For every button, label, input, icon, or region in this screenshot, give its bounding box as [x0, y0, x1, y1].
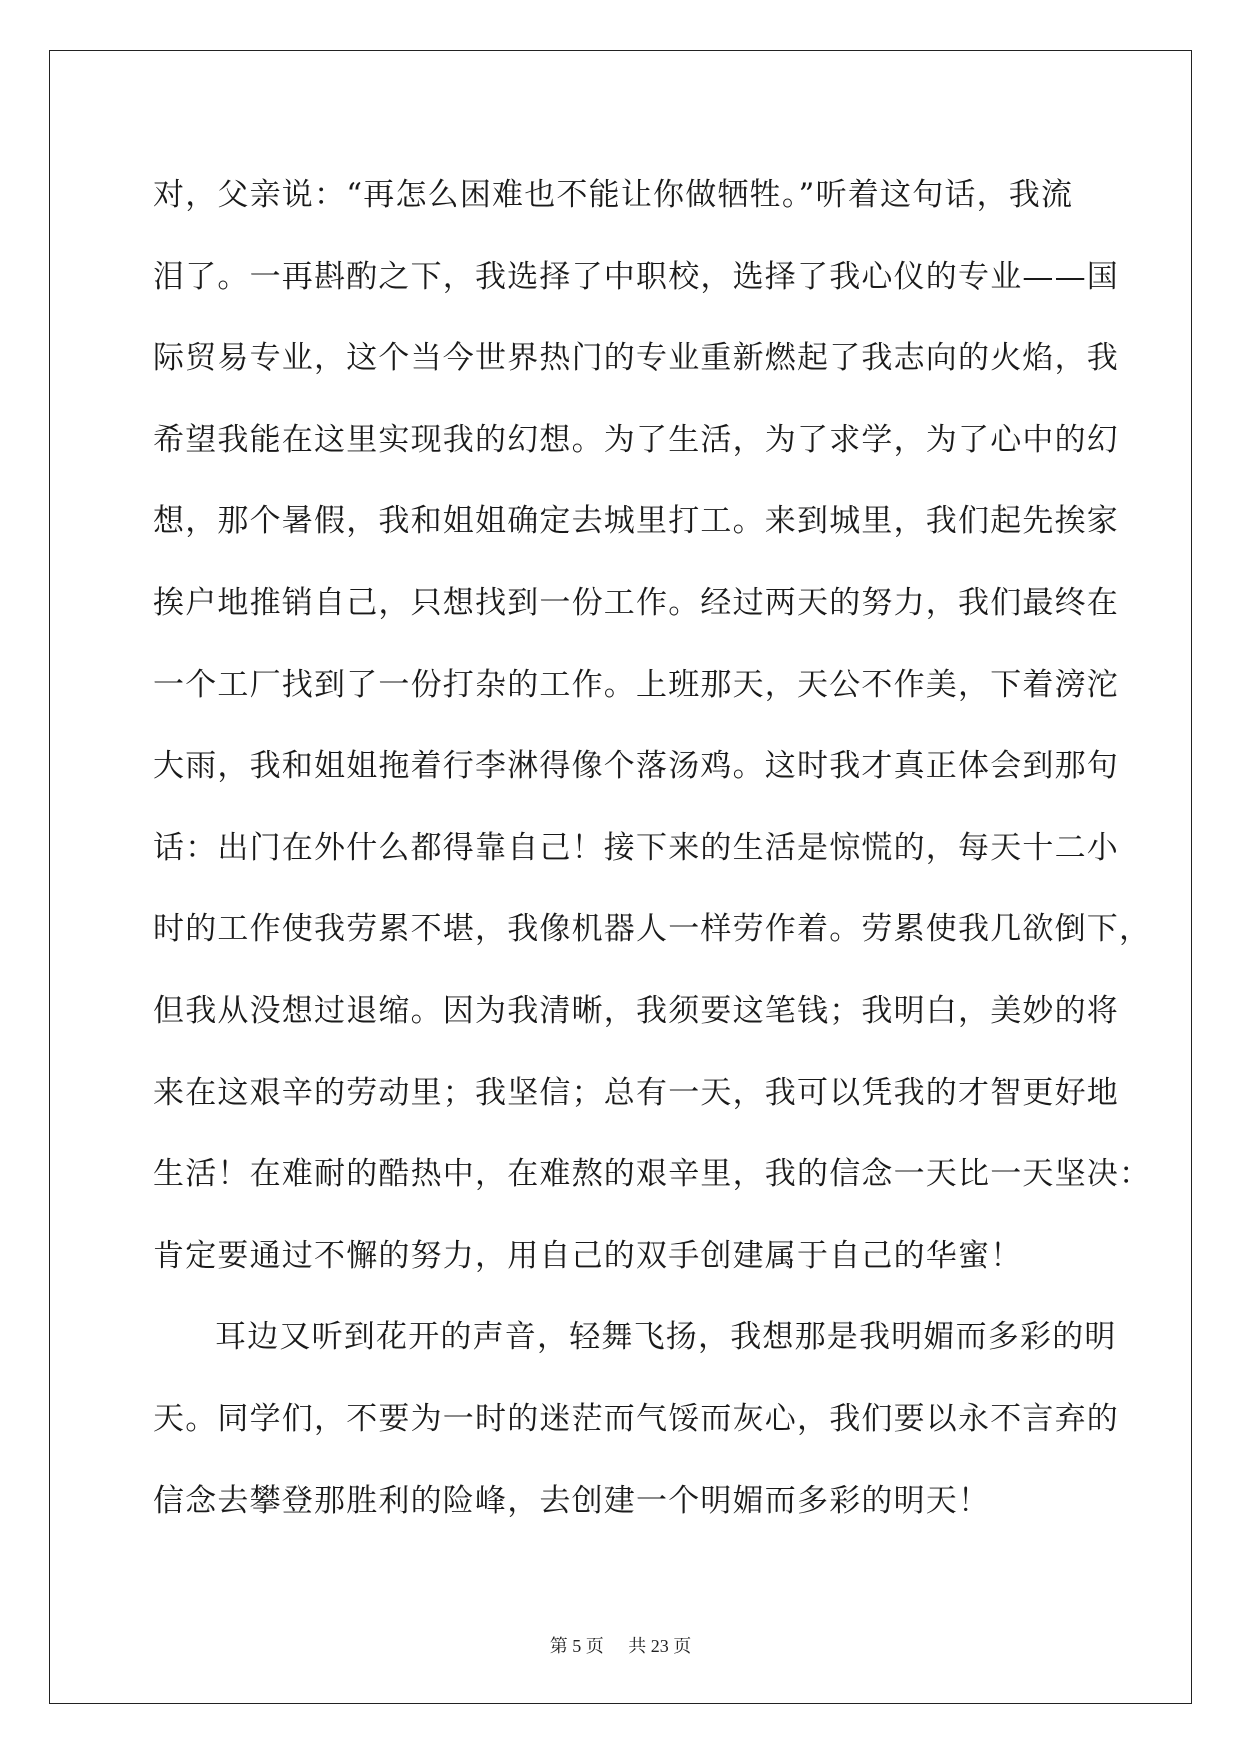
page-number: 第 5 页: [549, 1636, 604, 1656]
page-footer: [0, 1632, 1241, 1658]
paragraph: [153, 1297, 1119, 1542]
text-line: 一个工厂找到了一份打杂的工作。上班那天，天公不作美，下着滂沱: [153, 666, 1119, 703]
text-line: 天。同学们，不要为一时的迷茫而气馁而灰心，我们要以永不言弃的: [153, 1400, 1119, 1437]
text-line: 对，父亲说：“再怎么困难也不能让你做牺牲。”听着这句话，我流: [153, 177, 1074, 213]
text-line: 想，那个暑假，我和姐姐确定去城里打工。来到城里，我们起先挨家: [153, 503, 1119, 540]
text-line: 但我从没想过退缩。因为我清晰，我须要这笔钱；我明白，美妙的将: [153, 992, 1119, 1029]
text-line: 来在这艰辛的劳动里；我坚信；总有一天，我可以凭我的才智更好地: [153, 1074, 1119, 1111]
text-line: 话：出门在外什么都得靠自己！接下来的生活是惊慌的，每天十二小: [153, 829, 1119, 866]
text-line: 泪了。一再斟酌之下，我选择了中职校，选择了我心仪的专业——国: [153, 258, 1119, 295]
text-line: 际贸易专业，这个当今世界热门的专业重新燃起了我志向的火焰，我: [153, 340, 1119, 377]
text-line: 肯定要通过不懈的努力，用自己的双手创建属于自己的华蜜！: [153, 1237, 1023, 1274]
text-line: 耳边又听到花开的声音，轻舞飞扬，我想那是我明媚而多彩的明: [215, 1319, 1117, 1356]
total-pages: 共 23 页: [628, 1636, 692, 1656]
document-body: [153, 155, 1152, 1542]
paragraph: [153, 155, 1152, 1297]
text-line: 希望我能在这里实现我的幻想。为了生活，为了求学，为了心中的幻: [153, 421, 1119, 458]
text-line: 挨户地推销自己，只想找到一份工作。经过两天的努力，我们最终在: [153, 584, 1119, 621]
text-line: 生活！在难耐的酷热中，在难熬的艰辛里，我的信念一天比一天坚决：: [153, 1156, 1152, 1193]
text-line: 时的工作使我劳累不堪，我像机器人一样劳作着。劳累使我几欲倒下，: [153, 911, 1152, 948]
text-line: 大雨，我和姐姐拖着行李淋得像个落汤鸡。这时我才真正体会到那句: [153, 748, 1119, 785]
text-line: 信念去攀登那胜利的险峰，去创建一个明媚而多彩的明天！: [153, 1482, 991, 1519]
